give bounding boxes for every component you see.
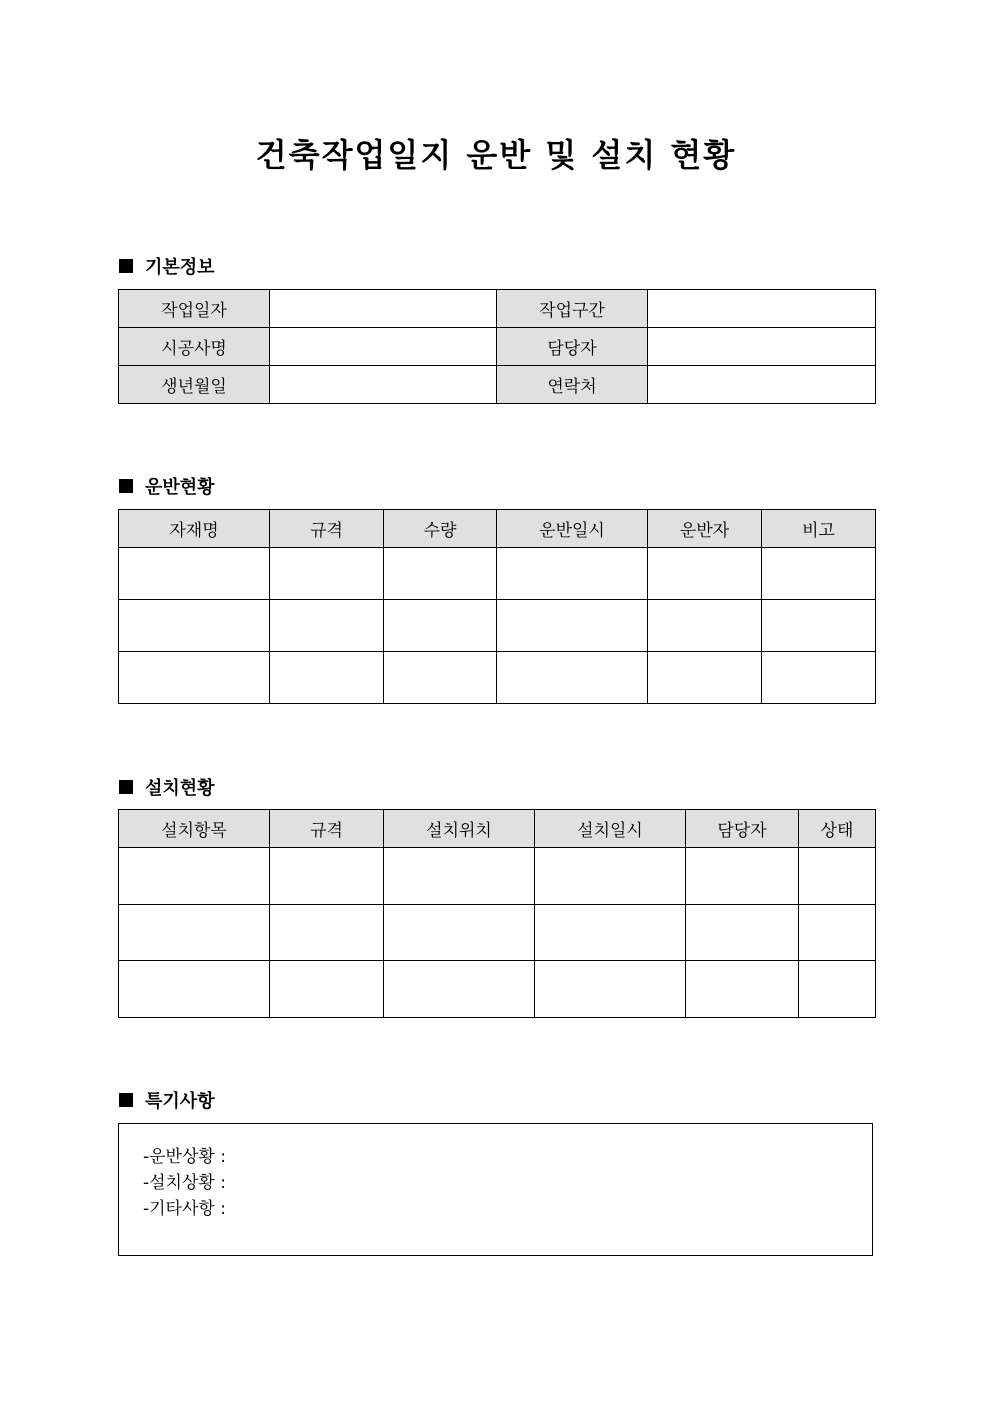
column-header: 규격 [270, 810, 384, 848]
table-cell[interactable] [270, 548, 384, 600]
table-row [119, 290, 876, 328]
section-heading-notes [119, 1087, 215, 1113]
section-title: 운반현황 [145, 477, 215, 498]
table-cell[interactable] [762, 548, 876, 600]
table-cell[interactable] [384, 548, 497, 600]
label-cell: 담당자 [497, 328, 648, 366]
table-cell[interactable] [686, 961, 799, 1018]
notes-box[interactable] [118, 1123, 873, 1256]
table-cell[interactable] [535, 905, 686, 961]
table-cell[interactable] [535, 961, 686, 1018]
table-cell[interactable] [119, 548, 270, 600]
table-cell[interactable] [497, 548, 648, 600]
table-cell[interactable] [686, 905, 799, 961]
table-row [119, 848, 876, 905]
table-cell[interactable] [119, 961, 270, 1018]
column-header: 운반일시 [497, 510, 648, 548]
table-cell[interactable] [270, 905, 384, 961]
table-cell[interactable] [270, 961, 384, 1018]
column-header: 상태 [799, 810, 876, 848]
table-cell[interactable] [686, 848, 799, 905]
table-row [119, 548, 876, 600]
table-cell[interactable] [119, 905, 270, 961]
section-heading-transport [119, 473, 215, 499]
square-bullet-icon [119, 1093, 133, 1107]
section-title: 특기사항 [145, 1091, 215, 1112]
label-cell: 작업구간 [497, 290, 648, 328]
label-cell: 생년월일 [119, 366, 270, 404]
label-cell: 작업일자 [119, 290, 270, 328]
table-cell[interactable] [648, 600, 762, 652]
column-header: 비고 [762, 510, 876, 548]
section-title: 기본정보 [145, 257, 215, 278]
table-cell[interactable] [762, 600, 876, 652]
table-cell[interactable] [270, 848, 384, 905]
table-cell[interactable] [119, 652, 270, 704]
table-header-row [119, 810, 876, 848]
table-cell[interactable] [648, 548, 762, 600]
label-cell: 시공사명 [119, 328, 270, 366]
install-table [118, 809, 876, 1018]
table-row [119, 366, 876, 404]
table-row [119, 961, 876, 1018]
table-cell[interactable] [762, 652, 876, 704]
note-line-other: -기타사항 : [143, 1199, 226, 1219]
column-header: 설치위치 [384, 810, 535, 848]
value-cell[interactable] [270, 328, 497, 366]
table-cell[interactable] [648, 652, 762, 704]
square-bullet-icon [119, 259, 133, 273]
table-cell[interactable] [799, 905, 876, 961]
table-cell[interactable] [270, 600, 384, 652]
note-line-install: -설치상황 : [143, 1173, 226, 1193]
value-cell[interactable] [270, 366, 497, 404]
column-header: 담당자 [686, 810, 799, 848]
table-cell[interactable] [799, 961, 876, 1018]
table-cell[interactable] [497, 600, 648, 652]
value-cell[interactable] [648, 328, 876, 366]
value-cell[interactable] [648, 290, 876, 328]
table-cell[interactable] [119, 848, 270, 905]
table-cell[interactable] [497, 652, 648, 704]
table-cell[interactable] [384, 905, 535, 961]
column-header: 규격 [270, 510, 384, 548]
label-cell: 연락처 [497, 366, 648, 404]
table-row [119, 652, 876, 704]
note-line-transport: -운반상황 : [143, 1147, 226, 1167]
column-header: 설치항목 [119, 810, 270, 848]
table-cell[interactable] [384, 600, 497, 652]
column-header: 자재명 [119, 510, 270, 548]
table-cell[interactable] [384, 848, 535, 905]
page-title: 건축작업일지 운반 및 설치 현황 [255, 136, 737, 174]
table-cell[interactable] [535, 848, 686, 905]
transport-table [118, 509, 876, 704]
square-bullet-icon [119, 780, 133, 794]
value-cell[interactable] [270, 290, 497, 328]
table-cell[interactable] [799, 848, 876, 905]
table-cell[interactable] [384, 652, 497, 704]
section-heading-basic [119, 253, 215, 279]
section-heading-install [119, 774, 215, 800]
basic-info-table [118, 289, 876, 404]
table-row [119, 905, 876, 961]
column-header: 수량 [384, 510, 497, 548]
table-cell[interactable] [384, 961, 535, 1018]
table-row [119, 328, 876, 366]
column-header: 설치일시 [535, 810, 686, 848]
value-cell[interactable] [648, 366, 876, 404]
table-row [119, 600, 876, 652]
column-header: 운반자 [648, 510, 762, 548]
table-cell[interactable] [119, 600, 270, 652]
table-cell[interactable] [270, 652, 384, 704]
square-bullet-icon [119, 479, 133, 493]
section-title: 설치현황 [145, 778, 215, 799]
table-header-row [119, 510, 876, 548]
